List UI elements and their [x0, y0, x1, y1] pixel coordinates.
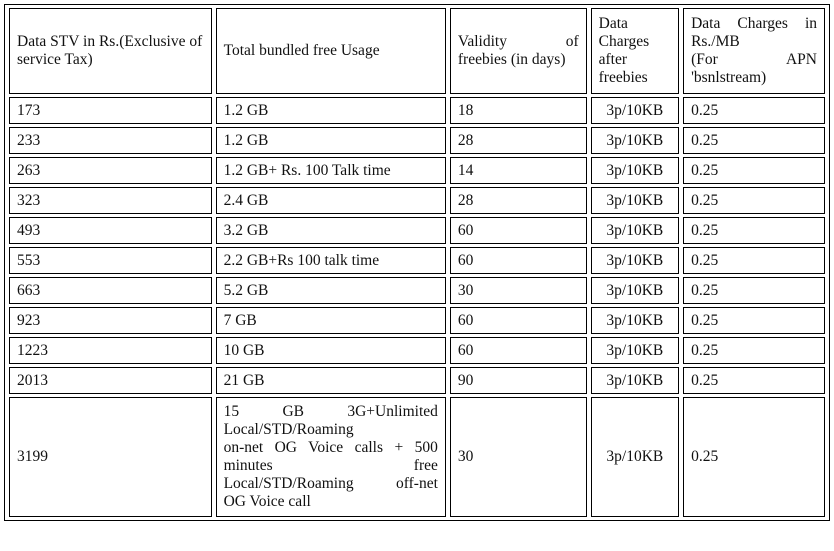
cell-stv: 493 — [9, 217, 212, 244]
cell-stv: 323 — [9, 187, 212, 214]
cell-stv: 1223 — [9, 337, 212, 364]
cell-stv: 2013 — [9, 367, 212, 394]
cell-charges-after: 3p/10KB — [591, 337, 679, 364]
header-charges-after — [591, 8, 679, 94]
cell-charges-rate: 0.25 — [683, 187, 825, 214]
usage-line-5: Local/STD/Roaming off-net — [223, 475, 438, 492]
cell-usage: 5.2 GB — [216, 277, 446, 304]
cell-charges-after: 3p/10KB — [591, 97, 679, 124]
table-header — [9, 8, 825, 94]
table-row — [9, 217, 825, 244]
cell-usage — [216, 397, 446, 517]
cell-charges-rate: 0.25 — [683, 247, 825, 274]
header-charges-rate-line3: (For APN — [691, 51, 817, 68]
table-row — [9, 397, 825, 517]
cell-usage: 3.2 GB — [216, 217, 446, 244]
table-row — [9, 307, 825, 334]
cell-validity: 14 — [450, 157, 587, 184]
data-stv-table — [4, 4, 830, 521]
header-validity-line1: Validity of — [457, 33, 579, 50]
cell-validity: 30 — [450, 397, 587, 517]
cell-charges-after: 3p/10KB — [591, 247, 679, 274]
cell-charges-after: 3p/10KB — [591, 187, 679, 214]
header-charges-rate-line4: 'bsnlstream) — [691, 69, 767, 86]
cell-stv: 263 — [9, 157, 212, 184]
cell-stv: 663 — [9, 277, 212, 304]
cell-charges-after: 3p/10KB — [591, 157, 679, 184]
header-charges-rate-line1: Data Charges in — [691, 15, 817, 32]
header-charges-rate — [683, 8, 825, 94]
cell-charges-after: 3p/10KB — [591, 217, 679, 244]
cell-usage: 21 GB — [216, 367, 446, 394]
header-data-stv: Data STV in Rs.(Exclusive of service Tax) — [9, 8, 212, 94]
cell-stv: 923 — [9, 307, 212, 334]
usage-line-1: 15 GB 3G+Unlimited — [223, 403, 438, 420]
cell-usage: 7 GB — [216, 307, 446, 334]
header-row — [9, 8, 825, 94]
usage-line-4: minutes free — [223, 457, 438, 474]
cell-validity: 30 — [450, 277, 587, 304]
header-validity-line2: freebies (in days) — [457, 51, 566, 68]
cell-validity: 18 — [450, 97, 587, 124]
cell-charges-rate: 0.25 — [683, 337, 825, 364]
table-row — [9, 187, 825, 214]
usage-line-3: on-net OG Voice calls + 500 — [223, 439, 438, 456]
table-row — [9, 337, 825, 364]
cell-charges-rate: 0.25 — [683, 157, 825, 184]
cell-usage: 2.4 GB — [216, 187, 446, 214]
cell-validity: 60 — [450, 307, 587, 334]
cell-charges-rate: 0.25 — [683, 307, 825, 334]
table-body — [9, 97, 825, 517]
usage-line-6: OG Voice call — [223, 493, 311, 510]
cell-charges-rate: 0.25 — [683, 97, 825, 124]
cell-charges-rate: 0.25 — [683, 367, 825, 394]
table-row — [9, 127, 825, 154]
cell-charges-after: 3p/10KB — [591, 307, 679, 334]
cell-usage: 1.2 GB+ Rs. 100 Talk time — [216, 157, 446, 184]
cell-charges-rate: 0.25 — [683, 277, 825, 304]
header-charges-after-line3: after — [598, 51, 628, 68]
cell-stv: 233 — [9, 127, 212, 154]
cell-usage: 1.2 GB — [216, 97, 446, 124]
cell-charges-rate: 0.25 — [683, 217, 825, 244]
header-charges-after-line4: freebies — [598, 69, 648, 86]
usage-line-2: Local/STD/Roaming — [223, 421, 354, 438]
table-row — [9, 97, 825, 124]
cell-validity: 90 — [450, 367, 587, 394]
cell-validity: 60 — [450, 217, 587, 244]
cell-stv: 173 — [9, 97, 212, 124]
cell-validity: 60 — [450, 247, 587, 274]
cell-charges-after: 3p/10KB — [591, 397, 679, 517]
cell-validity: 28 — [450, 127, 587, 154]
cell-charges-rate: 0.25 — [683, 127, 825, 154]
header-charges-after-line1: Data — [598, 15, 628, 32]
cell-validity: 60 — [450, 337, 587, 364]
cell-charges-after: 3p/10KB — [591, 277, 679, 304]
header-total-usage: Total bundled free Usage — [216, 8, 446, 94]
header-charges-rate-line2: Rs./MB — [691, 33, 740, 50]
table-row — [9, 247, 825, 274]
table-row — [9, 277, 825, 304]
cell-usage: 10 GB — [216, 337, 446, 364]
cell-validity: 28 — [450, 187, 587, 214]
cell-charges-after: 3p/10KB — [591, 127, 679, 154]
cell-stv: 553 — [9, 247, 212, 274]
cell-charges-rate: 0.25 — [683, 397, 825, 517]
table-row — [9, 157, 825, 184]
cell-stv: 3199 — [9, 397, 212, 517]
table-row — [9, 367, 825, 394]
header-charges-after-line2: Charges — [598, 33, 650, 50]
cell-usage: 1.2 GB — [216, 127, 446, 154]
cell-usage: 2.2 GB+Rs 100 talk time — [216, 247, 446, 274]
cell-charges-after: 3p/10KB — [591, 367, 679, 394]
header-validity — [450, 8, 587, 94]
